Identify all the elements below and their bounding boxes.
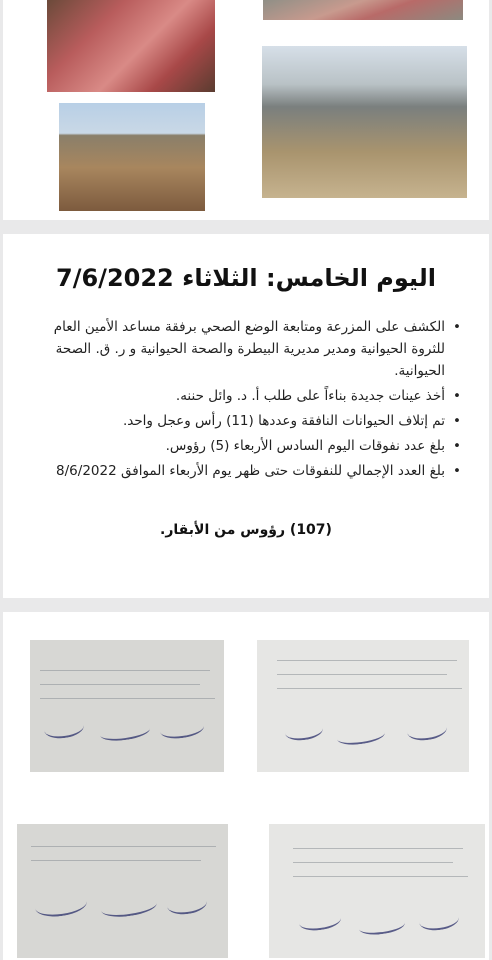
signed-document-scan	[30, 640, 224, 772]
bullet-item: • أخذ عينات جديدة بناءاً على طلب أ. د. وائل حننه.	[31, 385, 445, 407]
report-bullets	[31, 316, 461, 485]
inspectors-photo	[262, 46, 467, 198]
report-page	[3, 234, 489, 598]
signed-document-scan	[257, 640, 469, 772]
scans-page	[3, 612, 489, 960]
bullet-item: • الكشف على المزرعة ومتابعة الوضع الصحي برفقة مساعد الأمين العام للثروة الحيوانية ومدير مديرية البيطرة والصحة الحيوانية و ر. ق. الصحة الحيوانية.	[31, 316, 445, 382]
signed-document-scan	[269, 824, 485, 958]
bullet-item: • بلغ عدد نفوقات اليوم السادس الأربعاء (5) رؤوس.	[31, 435, 445, 457]
farm-field-photo	[59, 103, 205, 211]
bullet-item: • بلغ العدد الإجمالي للنفوقات حتى ظهر يوم الأربعاء الموافق 8/6/2022	[31, 460, 445, 482]
day-heading: اليوم الخامس: الثلاثاء 7/6/2022	[56, 264, 436, 292]
total-deaths-line: (107) رؤوس من الأبقار.	[160, 522, 332, 538]
signed-document-scan	[17, 824, 228, 958]
meat-table-photo	[263, 0, 463, 20]
photo-page	[3, 0, 489, 220]
meat-carcasses-photo	[47, 0, 215, 92]
bullet-item: • تم إتلاف الحيوانات النافقة وعددها (11) رأس وعجل واحد.	[31, 410, 445, 432]
